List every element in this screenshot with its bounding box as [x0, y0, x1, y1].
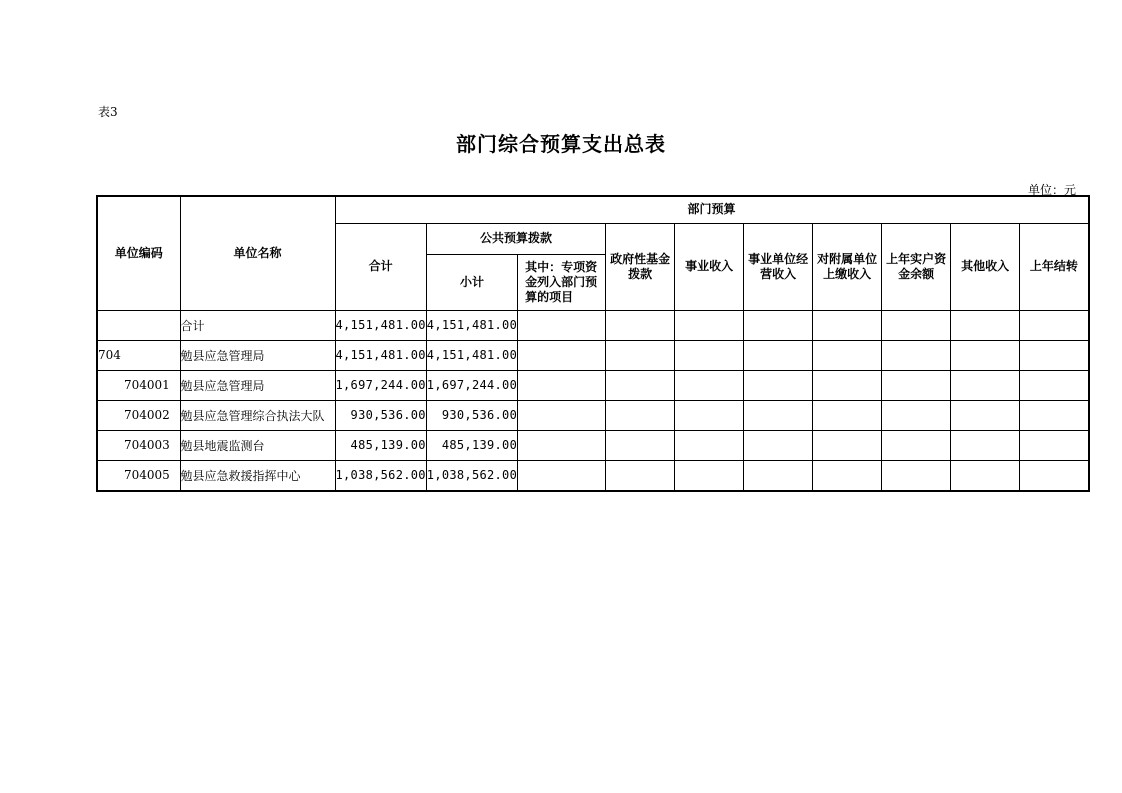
cell-subtotal: 930,536.00: [426, 400, 517, 430]
cell-empty: [518, 340, 606, 370]
cell-empty: [813, 460, 882, 491]
cell-name: 勉县应急管理局: [180, 340, 335, 370]
cell-empty: [518, 460, 606, 491]
cell-empty: [744, 310, 813, 340]
cell-total: 4,151,481.00: [335, 310, 426, 340]
cell-empty: [675, 340, 744, 370]
header-carryover: 上年结转: [1020, 223, 1089, 310]
cell-empty: [606, 430, 675, 460]
cell-empty: [813, 400, 882, 430]
cell-empty: [606, 310, 675, 340]
cell-empty: [813, 340, 882, 370]
cell-empty: [882, 340, 951, 370]
cell-empty: [1020, 370, 1089, 400]
cell-name: 勉县应急管理局: [180, 370, 335, 400]
cell-total: 485,139.00: [335, 430, 426, 460]
cell-empty: [606, 340, 675, 370]
table-row: [97, 460, 1089, 491]
header-public-budget: 公共预算拨款: [426, 223, 605, 254]
header-other-income: 其他收入: [951, 223, 1020, 310]
table-number: 表3: [98, 105, 118, 119]
cell-empty: [951, 370, 1020, 400]
header-gov-fund: 政府性基金拨款: [606, 223, 675, 310]
unit-label: 单位：元: [1027, 183, 1076, 197]
cell-code: 704002: [97, 400, 180, 430]
page-title: 部门综合预算支出总表: [456, 132, 666, 156]
cell-code: 704003: [97, 430, 180, 460]
cell-name: 勉县应急管理综合执法大队: [180, 400, 335, 430]
cell-empty: [1020, 400, 1089, 430]
cell-empty: [951, 340, 1020, 370]
cell-empty: [518, 370, 606, 400]
cell-empty: [1020, 310, 1089, 340]
cell-empty: [744, 430, 813, 460]
cell-code: 704: [97, 340, 180, 370]
header-name: 单位名称: [180, 196, 335, 310]
cell-empty: [882, 430, 951, 460]
cell-empty: [675, 370, 744, 400]
header-dept-budget: 部门预算: [335, 196, 1089, 223]
cell-subtotal: 4,151,481.00: [426, 340, 517, 370]
cell-empty: [813, 310, 882, 340]
cell-empty: [675, 400, 744, 430]
header-special-items: 其中：专项资金列入部门预算的项目: [518, 254, 606, 310]
header-total: 合计: [335, 223, 426, 310]
cell-empty: [813, 370, 882, 400]
table-row: [97, 430, 1089, 460]
table-row: [97, 400, 1089, 430]
cell-empty: [1020, 430, 1089, 460]
cell-total: 4,151,481.00: [335, 340, 426, 370]
budget-table: [96, 195, 1090, 492]
cell-name: 勉县地震监测台: [180, 430, 335, 460]
cell-empty: [951, 310, 1020, 340]
header-operating-income: 事业单位经营收入: [744, 223, 813, 310]
table-row: [97, 340, 1089, 370]
cell-empty: [606, 370, 675, 400]
cell-empty: [606, 400, 675, 430]
cell-empty: [606, 460, 675, 491]
cell-total: 1,697,244.00: [335, 370, 426, 400]
cell-empty: [675, 430, 744, 460]
cell-empty: [744, 370, 813, 400]
cell-empty: [951, 400, 1020, 430]
cell-code: 704001: [97, 370, 180, 400]
header-affiliate-income: 对附属单位上缴收入: [813, 223, 882, 310]
cell-empty: [1020, 460, 1089, 491]
cell-code: [97, 310, 180, 340]
cell-empty: [951, 430, 1020, 460]
cell-empty: [1020, 340, 1089, 370]
table-row: [97, 310, 1089, 340]
cell-empty: [518, 310, 606, 340]
cell-empty: [744, 340, 813, 370]
table-row: [97, 370, 1089, 400]
cell-empty: [744, 400, 813, 430]
cell-total: 930,536.00: [335, 400, 426, 430]
cell-subtotal: 485,139.00: [426, 430, 517, 460]
header-subtotal: 小计: [426, 254, 517, 310]
cell-empty: [518, 400, 606, 430]
cell-empty: [813, 430, 882, 460]
cell-empty: [882, 370, 951, 400]
cell-subtotal: 1,038,562.00: [426, 460, 517, 491]
cell-name: 勉县应急救援指挥中心: [180, 460, 335, 491]
cell-empty: [882, 460, 951, 491]
header-prev-balance: 上年实户资金余额: [882, 223, 951, 310]
cell-code: 704005: [97, 460, 180, 491]
cell-total: 1,038,562.00: [335, 460, 426, 491]
header-code: 单位编码: [97, 196, 180, 310]
cell-empty: [744, 460, 813, 491]
cell-empty: [518, 430, 606, 460]
cell-subtotal: 4,151,481.00: [426, 310, 517, 340]
cell-subtotal: 1,697,244.00: [426, 370, 517, 400]
cell-empty: [675, 460, 744, 491]
header-business-income: 事业收入: [675, 223, 744, 310]
cell-empty: [951, 460, 1020, 491]
cell-empty: [675, 310, 744, 340]
cell-empty: [882, 400, 951, 430]
cell-empty: [882, 310, 951, 340]
cell-name: 合计: [180, 310, 335, 340]
